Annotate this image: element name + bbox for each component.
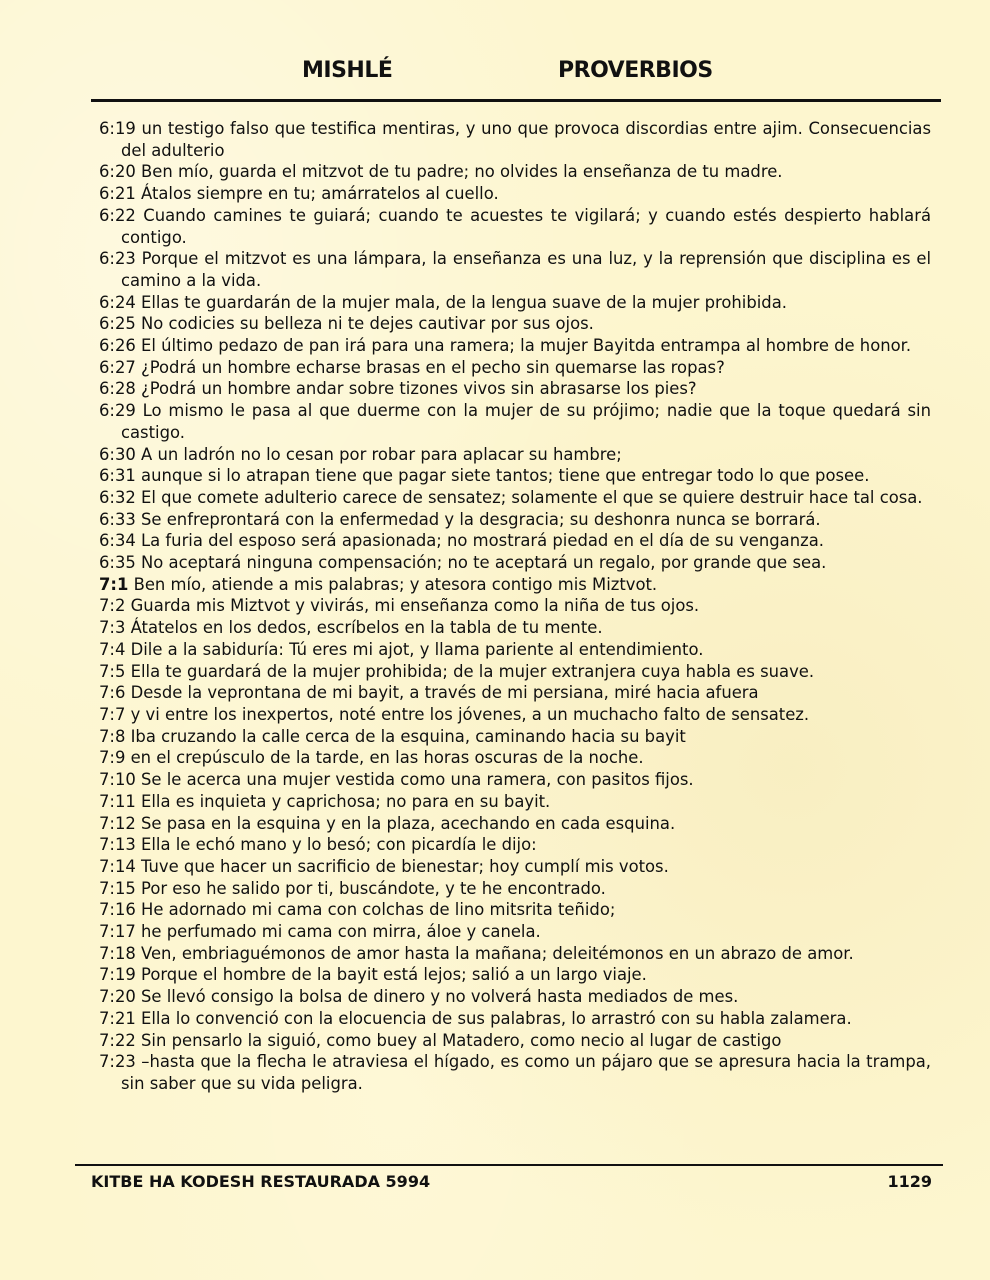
verse-reference: 7:6: [99, 683, 126, 703]
verse-reference: 6:27: [99, 357, 136, 377]
page-header: [0, 58, 990, 92]
verse: [99, 509, 931, 531]
verse-reference: 7:11: [99, 791, 136, 811]
verse-text: Átatelos en los dedos, escríbelos en la tabla de tu mente.: [125, 618, 603, 638]
verse-reference: 6:35: [99, 553, 136, 573]
footer-publication-title: KITBE HA KODESH RESTAURADA 5994: [91, 1172, 431, 1191]
verse: [99, 1030, 931, 1052]
verse: [99, 183, 931, 205]
verse: [99, 530, 931, 552]
verse-reference: 7:20: [99, 987, 136, 1007]
verse-text: Desde la veprontana de mi bayit, a través de mi persiana, miré hacia afuera: [125, 683, 759, 703]
verse-text: Porque el hombre de la bayit está lejos; salió a un largo viaje.: [135, 965, 647, 985]
verse-reference: 6:20: [99, 162, 136, 182]
verse: [99, 205, 931, 248]
page-number: 1129: [887, 1172, 932, 1191]
verse: [99, 378, 931, 400]
verse-reference: 7:16: [99, 900, 136, 920]
verse-reference: 7:22: [99, 1030, 136, 1050]
verse-reference: 7:3: [99, 618, 126, 638]
verse-text: Iba cruzando la calle cerca de la esquina, caminando hacia su bayit: [125, 726, 686, 746]
verse: [99, 661, 931, 683]
verse: [99, 1008, 931, 1030]
verse: [99, 813, 931, 835]
verse: [99, 726, 931, 748]
verse-text: Se llevó consigo la bolsa de dinero y no volverá hasta mediados de mes.: [135, 987, 739, 1007]
verse: [99, 552, 931, 574]
verse-reference: 6:31: [99, 466, 136, 486]
verse: [99, 444, 931, 466]
verse-text: La furia del esposo será apasionada; no mostrará piedad en el día de su venganza.: [135, 531, 824, 551]
verse-text: un testigo falso que testifica mentiras, y uno que provoca discordias entre ajim. Consecuencias del adulterio: [121, 119, 931, 160]
verse-reference: 7:4: [99, 639, 126, 659]
verse-text: Ellas te guardarán de la mujer mala, de la lengua suave de la mujer prohibida.: [135, 292, 787, 312]
header-book-spanish-title: PROVERBIOS: [558, 58, 713, 83]
verse-reference: 6:32: [99, 487, 136, 507]
verse-text: ¿Podrá un hombre echarse brasas en el pecho sin quemarse las ropas?: [135, 357, 725, 377]
verse-reference: 6:24: [99, 292, 136, 312]
verse-text: –hasta que la flecha le atraviesa el hígado, es como un pájaro que se apresura hacia la trampa, sin saber que su vida peligra.: [121, 1052, 931, 1093]
verse: [99, 161, 931, 183]
verse: [99, 986, 931, 1008]
verse: [99, 791, 931, 813]
verse: [99, 248, 931, 291]
verse: [99, 921, 931, 943]
verse-text: ¿Podrá un hombre andar sobre tizones vivos sin abrasarse los pies?: [135, 379, 697, 399]
verse-reference: 7:23: [99, 1052, 136, 1072]
verse: [99, 769, 931, 791]
verse-text: en el crepúsculo de la tarde, en las horas oscuras de la noche.: [125, 748, 644, 768]
verse: [99, 747, 931, 769]
verse-text: Ella le echó mano y lo besó; con picardía le dijo:: [135, 835, 537, 855]
verse: [99, 313, 931, 335]
verse: [99, 617, 931, 639]
verse-text: El último pedazo de pan irá para una ramera; la mujer Bayitda entrampa al hombre de honor.: [135, 336, 912, 356]
verse-reference: 6:28: [99, 379, 136, 399]
verse-reference: 7:10: [99, 770, 136, 790]
verse: [99, 465, 931, 487]
verse-text: No aceptará ninguna compensación; no te aceptará un regalo, por grande que sea.: [135, 553, 827, 573]
footer-rule: [75, 1164, 943, 1166]
verse: [99, 487, 931, 509]
verse: [99, 574, 931, 596]
verse-text: Ven, embriaguémonos de amor hasta la mañana; deleitémonos en un abrazo de amor.: [135, 943, 854, 963]
verse-reference: 6:34: [99, 531, 136, 551]
verse-reference: 6:30: [99, 444, 136, 464]
verse-reference: 7:13: [99, 835, 136, 855]
verse: [99, 1051, 931, 1094]
verse: [99, 118, 931, 161]
verse-text: Átalos siempre en tu; amárratelos al cuello.: [135, 184, 499, 204]
verse-text: Dile a la sabiduría: Tú eres mi ajot, y llama pariente al entendimiento.: [125, 639, 704, 659]
verse-text: he perfumado mi cama con mirra, áloe y canela.: [135, 922, 541, 942]
verse-reference: 7:2: [99, 596, 126, 616]
verse-text: Ben mío, guarda el mitzvot de tu padre; no olvides la enseñanza de tu madre.: [135, 162, 783, 182]
verse-reference: 7:5: [99, 661, 126, 681]
verse-reference: 6:19: [99, 119, 136, 138]
verse-text: Ella es inquieta y caprichosa; no para en su bayit.: [135, 791, 551, 811]
verse-reference: 7:19: [99, 965, 136, 985]
verse-text: Tuve que hacer un sacrificio de bienestar; hoy cumplí mis votos.: [135, 856, 669, 876]
verse-text: Porque el mitzvot es una lámpara, la enseñanza es una luz, y la reprensión que disciplina es el camino a la vida.: [121, 249, 931, 290]
verse: [99, 964, 931, 986]
verse: [99, 335, 931, 357]
verse-reference: 7:21: [99, 1008, 136, 1028]
verse-text: Se le acerca una mujer vestida como una ramera, con pasitos fijos.: [135, 770, 694, 790]
verse: [99, 878, 931, 900]
verse: [99, 899, 931, 921]
verse-reference: 7:7: [99, 704, 126, 724]
verse: [99, 639, 931, 661]
verse-reference: 6:33: [99, 509, 136, 529]
verse-text: Ben mío, atiende a mis palabras; y atesora contigo mis Miztvot.: [128, 574, 658, 594]
verse-text: Se pasa en la esquina y en la plaza, acechando en cada esquina.: [135, 813, 676, 833]
verse-text: Por eso he salido por ti, buscándote, y te he encontrado.: [135, 878, 606, 898]
verse-text: Se enfreprontará con la enfermedad y la desgracia; su deshonra nunca se borrará.: [135, 509, 821, 529]
verse: [99, 704, 931, 726]
verse-reference: 7:15: [99, 878, 136, 898]
verse-text: Lo mismo le pasa al que duerme con la mujer de su prójimo; nadie que la toque quedará sin castigo.: [121, 401, 931, 442]
verse-reference: 6:29: [99, 401, 136, 421]
verse-reference: 7:9: [99, 748, 126, 768]
verse-text: He adornado mi cama con colchas de lino mitsrita teñido;: [135, 900, 616, 920]
verse-text: El que comete adulterio carece de sensatez; solamente el que se quiere destruir hace tal cosa.: [135, 487, 923, 507]
header-book-hebrew-title: MISHLÉ: [302, 58, 393, 83]
verse-text: aunque si lo atrapan tiene que pagar siete tantos; tiene que entregar todo lo que posee.: [135, 466, 870, 486]
verse: [99, 943, 931, 965]
verse: [99, 400, 931, 443]
verse-reference: 7:17: [99, 922, 136, 942]
verse-text: A un ladrón no lo cesan por robar para aplacar su hambre;: [135, 444, 622, 464]
verse-list: [99, 118, 931, 1095]
verse-text: Ella te guardará de la mujer prohibida; de la mujer extranjera cuya habla es suave.: [125, 661, 815, 681]
verse-reference: 6:25: [99, 314, 136, 334]
verse: [99, 357, 931, 379]
verse-text: Guarda mis Miztvot y vivirás, mi enseñanza como la niña de tus ojos.: [125, 596, 700, 616]
verse-reference: 7:18: [99, 943, 136, 963]
verse-text: y vi entre los inexpertos, noté entre los jóvenes, a un muchacho falto de sensatez.: [125, 704, 810, 724]
verse-reference: 7:14: [99, 856, 136, 876]
verse: [99, 292, 931, 314]
verse-text: Sin pensarlo la siguió, como buey al Matadero, como necio al lugar de castigo: [135, 1030, 782, 1050]
verse-text: No codicies su belleza ni te dejes cautivar por sus ojos.: [135, 314, 594, 334]
verse-reference: 6:23: [99, 249, 136, 269]
verse-reference: 7:8: [99, 726, 126, 746]
verse: [99, 856, 931, 878]
verse: [99, 834, 931, 856]
verse-reference: 7:1: [99, 574, 129, 594]
verse-reference: 6:21: [99, 184, 136, 204]
verse: [99, 682, 931, 704]
verse-reference: 6:26: [99, 336, 136, 356]
verse-reference: 6:22: [99, 205, 136, 225]
verse: [99, 595, 931, 617]
page-footer: [0, 1172, 990, 1198]
verse-text: Cuando camines te guiará; cuando te acuestes te vigilará; y cuando estés despierto hablará contigo.: [121, 205, 931, 247]
verse-reference: 7:12: [99, 813, 136, 833]
verse-text: Ella lo convenció con la elocuencia de sus palabras, lo arrastró con su habla zalamera.: [135, 1008, 852, 1028]
header-rule: [91, 99, 941, 102]
